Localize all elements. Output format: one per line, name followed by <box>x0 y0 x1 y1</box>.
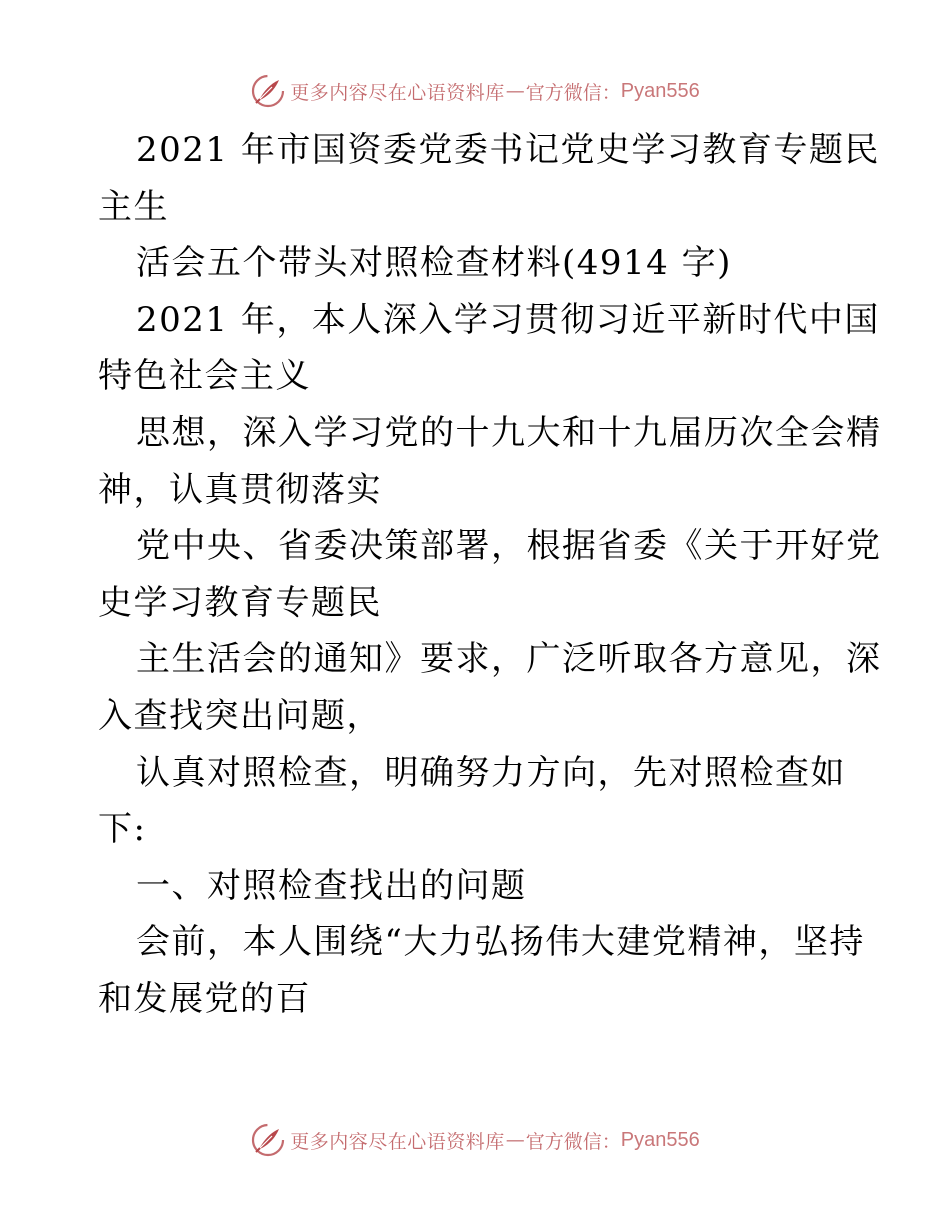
header-watermark <box>0 71 950 111</box>
text-line: 主生 <box>98 186 169 227</box>
text-line: 党中央、省委决策部署，根据省委《关于开好党 <box>136 526 882 567</box>
watermark-dash: — <box>505 1129 525 1151</box>
text-line: 2021 年，本人深入学习贯彻习近平新时代中国 <box>136 299 880 340</box>
feather-quill-logo-icon <box>250 73 286 109</box>
text-line: 认真对照检查，明确努力方向，先对照检查如 <box>136 752 846 793</box>
text-line: 一、对照检查找出的问题 <box>136 865 527 906</box>
footer-watermark <box>0 1120 950 1160</box>
watermark-site-name: 更多内容尽在心语资料库 <box>290 1130 505 1153</box>
text-line: 2021 年市国资委党委书记党史学习教育专题民 <box>136 130 880 170</box>
text-line: 活会五个带头对照检查材料(4914 字) <box>136 243 732 284</box>
text-line: 会前，本人围绕“大力弘扬伟大建党精神，坚持 <box>136 922 865 963</box>
watermark-dash: — <box>505 80 525 102</box>
text-line: 神，认真贯彻落实 <box>98 469 382 510</box>
document-body <box>98 122 882 1028</box>
watermark-wechat-label: 官方微信： <box>525 81 621 104</box>
watermark-wechat-id: Pyan556 <box>620 1128 700 1151</box>
text-line: 入查找突出问题， <box>98 695 382 736</box>
text-line: 主生活会的通知》要求，广泛听取各方意见，深 <box>136 639 882 680</box>
text-line: 和发展党的百 <box>98 978 311 1019</box>
watermark-site-name: 更多内容尽在心语资料库 <box>290 81 505 104</box>
text-line: 特色社会主义 <box>98 356 311 397</box>
watermark-wechat-label: 官方微信： <box>525 1130 621 1153</box>
text-line: 下: <box>98 809 147 850</box>
watermark-wechat-id: Pyan556 <box>620 79 700 102</box>
feather-quill-logo-icon <box>250 1122 286 1158</box>
text-line: 史学习教育专题民 <box>98 582 382 623</box>
text-line: 思想，深入学习党的十九大和十九届历次全会精 <box>136 412 882 453</box>
